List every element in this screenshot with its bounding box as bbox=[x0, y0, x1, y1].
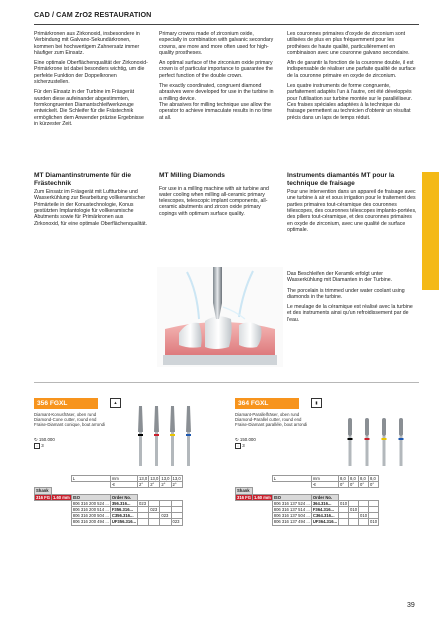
angle-4: 2° bbox=[171, 482, 182, 488]
shank-label: Shank bbox=[236, 488, 253, 494]
angle-1: 2° bbox=[138, 482, 149, 488]
intro-en bbox=[159, 31, 277, 125]
product-356-shape-icon: ▲ bbox=[110, 398, 121, 408]
size-2: 13,0 bbox=[150, 476, 159, 481]
intro-fr-p1: Les couronnes primaires d'oxyde de zirconium sont utilisées de plus en plus fréquemment pour les prothèses de haute qualité, particulièrement en combinaison avec une couronne galvano secondaire. bbox=[287, 31, 410, 56]
size-code: 010 bbox=[340, 500, 348, 506]
page-header: CAD / CAM ZrO2 RESTAURATION bbox=[34, 10, 152, 19]
iso-number: 806 316 137 504 ... bbox=[273, 513, 310, 519]
order-number: 356.316... bbox=[110, 500, 137, 506]
iso-label: ISO bbox=[272, 494, 311, 500]
spec-l-label: L bbox=[71, 476, 110, 482]
product-356-desc-fr: Fraise-Diamant conique, bout arrondi bbox=[34, 422, 105, 428]
product-356-table bbox=[34, 475, 183, 526]
intro-de bbox=[34, 31, 149, 131]
size-code: 023 bbox=[160, 513, 171, 519]
intro-fr bbox=[287, 31, 417, 125]
shank-code: 316 FG bbox=[36, 494, 50, 500]
iso-number: 806 316 200 504 ... bbox=[72, 513, 109, 519]
product-364-pack: 3 bbox=[242, 442, 245, 448]
spec-angle-label: ∢ bbox=[311, 482, 338, 488]
size-2: 8,0 bbox=[349, 476, 359, 482]
intro-fr-p3: Les quatre instruments de forme congruente, parfaitement adaptés l'un à l'autre, ont été développés pour l'utilisation sur turbine montée sur le paralléliseur. Ces fraises spéciales adaptées à la technique du fraisage permettent au technicien d'obtenir un résultat précis dans un laps de temps réduit. bbox=[287, 83, 412, 121]
milling-photo bbox=[157, 267, 283, 367]
intro-en-p4: The abrasives for milling technique use allow the operator to achieve immaculate results in no time at all. bbox=[159, 101, 273, 121]
section-fr-text: Pour une intervention dans un appareil de fraisage avec une turbine à air et sous irrigation pour le traitement des parties primaires tout-céramique des couronnes télescopes, des couronnes télescopes implanto-portées, des piliers tout-céramique, et des couronnes primaires en oxyde de zirconium, avec une qualité de surface optimale. bbox=[287, 189, 417, 233]
section-en-title: MT Milling Diamonds bbox=[159, 172, 225, 179]
size-code: 010 bbox=[350, 507, 358, 513]
speed-icon: ↻ bbox=[235, 436, 239, 442]
product-356-rpm: 150.000 bbox=[38, 436, 55, 442]
size-1: 8,0 bbox=[339, 476, 349, 482]
product-364-desc-de: Diamant-Parallelfräser, oben rund bbox=[235, 412, 300, 417]
shank-code: 316 FG bbox=[237, 494, 251, 500]
spec-l-label: L bbox=[272, 476, 311, 482]
order-number: F364.316... bbox=[311, 507, 338, 513]
intro-en-p3: The exactly coordinated, congruent diamond abrasives were developed for use in the turbine in a milling device. bbox=[159, 83, 274, 102]
table-row bbox=[35, 519, 183, 525]
iso-number: 806 316 137 494 ... bbox=[273, 519, 310, 525]
product-356-desc bbox=[34, 412, 109, 428]
caption-en: The porcelain is trimmed under water coolant using diamonds in the turbine. bbox=[287, 287, 405, 300]
page-number: 39 bbox=[407, 602, 415, 609]
table-row bbox=[236, 519, 379, 525]
bur-364-blue bbox=[399, 418, 404, 466]
speed-icon: ↻ bbox=[34, 436, 38, 442]
pack-icon: ▫ bbox=[34, 443, 40, 449]
angle-4: 0° bbox=[369, 482, 379, 488]
product-356-code: 356 FGXL bbox=[34, 398, 98, 409]
shank-mm: 1.60 mm bbox=[52, 494, 70, 500]
product-364-table bbox=[235, 475, 379, 526]
product-364-rpm: 150.000 bbox=[239, 436, 256, 442]
size-code: 023 bbox=[149, 507, 160, 513]
photo-caption bbox=[287, 271, 417, 327]
product-364-desc-fr: Fraise-Diamant parallèle, bout arrondi bbox=[235, 422, 308, 428]
section-de-text: Zum Einsatz im Fräsgerät mit Luftturbine und Wasserkühlung zur Bearbeitung vollkeramischer Primärteile in der Konustechnologie, Konus gestützten Implantologie für vollkeramische Abutments sowie für Primärkronen aus Zirkonoxid, für eine optimale Oberflächenqualität. bbox=[34, 189, 148, 227]
iso-number: 806 316 200 494 ... bbox=[72, 519, 109, 525]
bur-364-yellow bbox=[382, 418, 387, 466]
section-en bbox=[159, 172, 277, 217]
order-label: Order No. bbox=[110, 494, 137, 500]
shank-mm: 1.60 mm bbox=[253, 494, 271, 500]
size-4: 8,0 bbox=[369, 476, 379, 482]
order-number: 364.316... bbox=[311, 500, 338, 506]
intro-de-p1: Primärkronen aus Zirkonoxid, insbesondere in Verbindung mit Galvano-Sekundärkronen, kommen bei hochwertigem Zahnersatz immer häufiger zum Einsatz. bbox=[34, 31, 140, 56]
caption-fr: Le meulage de la céramique est réalisé avec la turbine et des instruments ainsi qu'un refroidissement par de l'eau. bbox=[287, 304, 413, 323]
bur-364-red bbox=[365, 418, 370, 466]
section-de-title: MT Diamantinstrumente für die Frästechnik bbox=[34, 172, 132, 187]
iso-number: 806 316 200 514 ... bbox=[72, 507, 109, 513]
iso-number: 806 316 137 524 ... bbox=[273, 500, 310, 506]
pack-icon: ▫ bbox=[235, 443, 241, 449]
order-number: UF356.316... bbox=[111, 519, 137, 525]
size-code: 010 bbox=[360, 513, 368, 519]
side-tab-marker bbox=[422, 172, 439, 290]
intro-fr-p2: Afin de garantir la fonction de la couronne double, il est indispensable de réaliser une parfaite qualité de surface de la couronne primaire en oxyde de zirconium. bbox=[287, 60, 416, 79]
bur-356-blue bbox=[186, 406, 191, 466]
spec-mm-label: mm bbox=[110, 476, 137, 482]
intro-en-p1: Primary crowns made of zirconium oxide, especially in combination with galvanic secondary crowns, are more and more often used for high-quality prostheses. bbox=[159, 31, 274, 56]
size-4: 13,0 bbox=[172, 476, 181, 481]
angle-1: 0° bbox=[339, 482, 349, 488]
bur-356-red bbox=[154, 406, 159, 466]
intro-de-p2: Eine optimale Oberflächenqualität der Zirkonoxid-Primärkrone ist dabei besonders wichtig, um die perfekte Funktion der Doppelkronen sicherzustellen. bbox=[34, 60, 148, 86]
angle-3: 2° bbox=[160, 482, 171, 488]
order-number: UF364.316... bbox=[312, 519, 338, 525]
iso-label: ISO bbox=[71, 494, 110, 500]
angle-2: 2° bbox=[149, 482, 160, 488]
product-364-desc-en: Diamond-Parallel cutter, round end bbox=[235, 417, 302, 423]
product-364-burs bbox=[340, 416, 415, 468]
size-code: 010 bbox=[370, 519, 378, 525]
product-356-desc-en: Diamond-Cone cutter, round end bbox=[34, 417, 97, 423]
spec-mm-label: mm bbox=[311, 476, 338, 482]
angle-3: 0° bbox=[359, 482, 369, 488]
size-3: 13,0 bbox=[161, 476, 170, 481]
size-code: 023 bbox=[138, 500, 149, 506]
order-number: C364.316... bbox=[311, 513, 338, 519]
milling-photo-illustration bbox=[157, 267, 283, 367]
order-number: C356.316... bbox=[110, 513, 137, 519]
intro-de-p3: Für den Einsatz in der Turbine im Fräsgerät wurden diese aufeinander abgestimmten, formkongruenten Diamantschleifwerkzeuge entwickelt. Die Schleifer für die Frästechnik ermöglichen dem Anwender präzise Ergebnisse in kürzester Zeit. bbox=[34, 89, 144, 127]
intro-en-p2: An optimal surface of the zirconium oxide primary crown is of particular importance to guarantee the perfect function of the double crown. bbox=[159, 60, 273, 79]
iso-number: 806 316 200 524 ... bbox=[72, 500, 109, 506]
section-en-text: For use in a milling machine with air turbine and water cooling when milling all-ceramic primary telescopes, telescopic implant components, all-ceramic abutments and zircon oxide primary copings with optimum surface quality. bbox=[159, 185, 269, 217]
product-356 bbox=[34, 398, 204, 525]
product-364 bbox=[235, 398, 420, 525]
spec-angle-label: ∢ bbox=[110, 482, 137, 488]
size-3: 8,0 bbox=[359, 476, 369, 482]
header-rule bbox=[34, 24, 419, 25]
shank-label: Shank bbox=[35, 488, 52, 494]
bur-356-yellow bbox=[170, 406, 175, 466]
iso-number: 806 316 137 514 ... bbox=[273, 507, 310, 513]
product-356-pack: 3 bbox=[41, 442, 44, 448]
product-356-burs bbox=[131, 404, 201, 468]
angle-2: 0° bbox=[349, 482, 359, 488]
section-fr bbox=[287, 172, 417, 233]
bur-356-black bbox=[138, 406, 143, 466]
size-1: 13,0 bbox=[139, 476, 148, 481]
size-code: 023 bbox=[171, 519, 182, 525]
product-separator bbox=[34, 382, 419, 383]
product-364-shape-icon: ▮ bbox=[311, 398, 322, 408]
product-364-code: 364 FGXL bbox=[235, 398, 299, 409]
bur-364-black bbox=[348, 418, 353, 466]
section-fr-title: Instruments diamantés MT pour la technique de fraisage bbox=[287, 172, 395, 187]
order-number: F356.316... bbox=[110, 507, 137, 513]
caption-de: Das Beschleifen der Keramik erfolgt unter Wasserkühlung mit Diamanten in der Turbine. bbox=[287, 271, 393, 284]
product-356-desc-de: Diamant-Konusfräser, oben rund bbox=[34, 412, 97, 417]
order-label: Order No. bbox=[311, 494, 338, 500]
product-364-desc bbox=[235, 412, 315, 428]
section-de bbox=[34, 172, 149, 227]
